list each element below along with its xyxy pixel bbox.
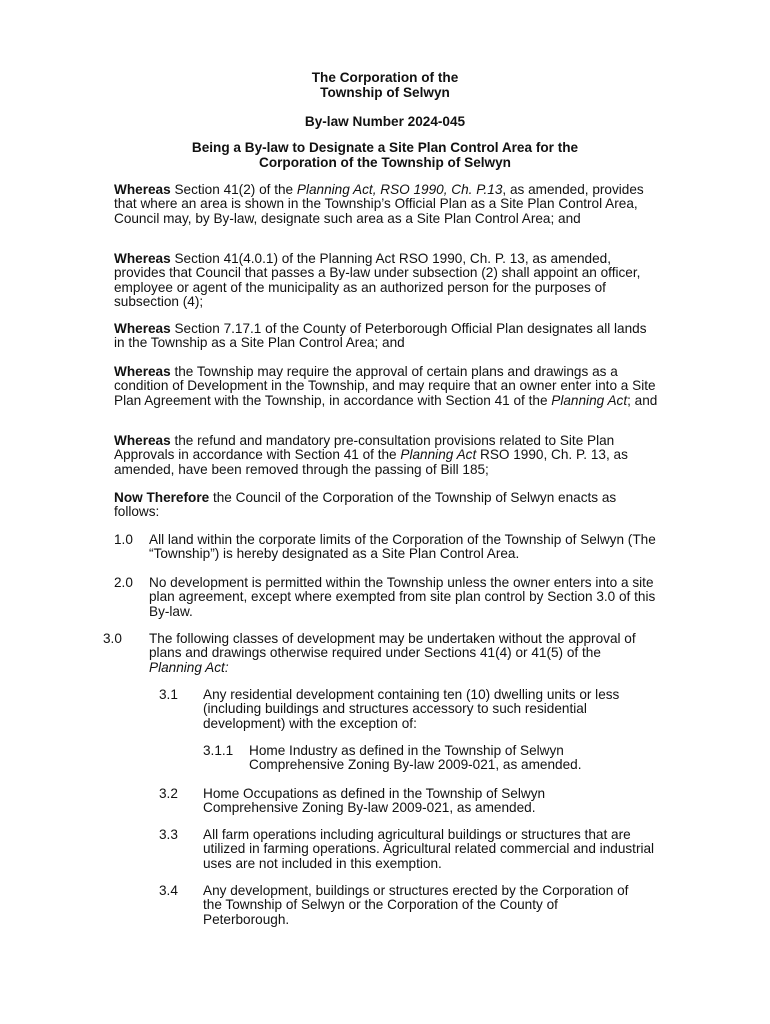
enacting-lead: Now Therefore (114, 490, 210, 505)
recital-text-end: ; and (627, 392, 658, 408)
recital-text: the refund and mandatory pre-consultation provisions related to Site Plan Approvals in accordance with Section 41 of the (114, 433, 615, 463)
recital-4 (114, 365, 659, 408)
recital-text: Section 41(4.0.1) of the Planning Act RSO 1990, Ch. P. 13, as amended, provides that Council that passes a By-law under subsection (2) shall appoint an officer, employee or agent of the municipality as an authorized person for the purposes of subsection (4); (114, 251, 641, 309)
section-text: No development is permitted within the Township unless the owner enters into a site plan agreement, except where exempted from site plan control by Section 3.0 of this By-law. (149, 575, 656, 619)
recital-lead: Whereas (114, 251, 171, 266)
corporation-name-line1: The Corporation of the (311, 70, 459, 85)
subsection-number: 3.1 (159, 687, 178, 702)
subsection-text: Home Industry as defined in the Township of Selwyn Comprehensive Zoning By-law 2009-021, as amended. (249, 743, 582, 773)
recital-3 (114, 322, 659, 351)
recital-text-end: RSO 1990, Ch. P. 13, as amended, have been removed through the passing of Bill 185; (114, 447, 628, 477)
recital-text: Section 41(2) of the (170, 182, 297, 197)
recital-lead: Whereas (114, 364, 171, 379)
section-text: All land within the corporate limits of the Corporation of the Township of Selwyn (The “Township”) is hereby designated as a Site Plan Control Area. (149, 532, 656, 562)
recital-italic-ref: Planning Act (400, 447, 477, 463)
recital-1 (114, 183, 659, 226)
bylaw-title-line2: Corporation of the Township of Selwyn (259, 155, 511, 170)
section-italic-ref: Planning Act: (149, 659, 229, 675)
recital-5 (114, 434, 659, 477)
recital-lead: Whereas (114, 321, 171, 336)
recital-text: the Township may require the approval of certain plans and drawings as a condition of Development in the Township, and may require that an owner enter into a Site Plan Agreement with the Township, in accordance with Section 41 of the (114, 364, 656, 408)
recital-lead: Whereas (114, 182, 171, 197)
bylaw-number: By-law Number 2024-045 (304, 114, 466, 129)
enacting-text: the Council of the Corporation of the Township of Selwyn enacts as follows: (114, 490, 617, 520)
recital-text-end: , as amended, provides that where an area is shown in the Township’s Official Plan as a Site Plan Control Area, Council may, by By-law, designate such area as a Site Plan Control Area; and (114, 182, 644, 226)
recital-2 (114, 252, 659, 309)
section-number: 2.0 (114, 575, 133, 590)
recital-lead: Whereas (114, 433, 171, 448)
recital-italic-ref: Planning Act, RSO 1990, Ch. P.13 (296, 182, 503, 197)
section-number: 1.0 (114, 532, 133, 547)
subsection-text: Home Occupations as defined in the Township of Selwyn Comprehensive Zoning By-law 2009-021, as amended. (203, 786, 546, 816)
recital-italic-ref: Planning Act (551, 392, 628, 408)
subsection-text: Any development, buildings or structures erected by the Corporation of the Township of Selwyn or the Corporation of the County of Peterborough. (203, 883, 629, 927)
subsection-number: 3.2 (159, 786, 178, 801)
section-number: 3.0 (103, 631, 122, 646)
subsection-number: 3.1.1 (203, 743, 234, 758)
enacting-clause (114, 491, 659, 520)
subsection-number: 3.4 (159, 883, 178, 898)
section-text (149, 632, 654, 675)
corporation-name-line2: Township of Selwyn (320, 85, 450, 100)
bylaw-title-line1: Being a By-law to Designate a Site Plan Control Area for the (191, 140, 579, 155)
subsection-number: 3.3 (159, 827, 178, 842)
subsection-text: Any residential development containing ten (10) dwelling units or less (including buildings and structures accessory to such residential development) with the exception of: (203, 687, 620, 731)
section-text-main: The following classes of development may be undertaken without the approval of plans and drawings otherwise required under Sections 41(4) or 41(5) of the (149, 631, 636, 661)
subsection-text: All farm operations including agricultural buildings or structures that are utilized in farming operations. Agricultural related commercial and industrial uses are not included in this exemption. (203, 827, 655, 871)
recital-text: Section 7.17.1 of the County of Peterborough Official Plan designates all lands in the Township as a Site Plan Control Area; and (114, 321, 647, 351)
